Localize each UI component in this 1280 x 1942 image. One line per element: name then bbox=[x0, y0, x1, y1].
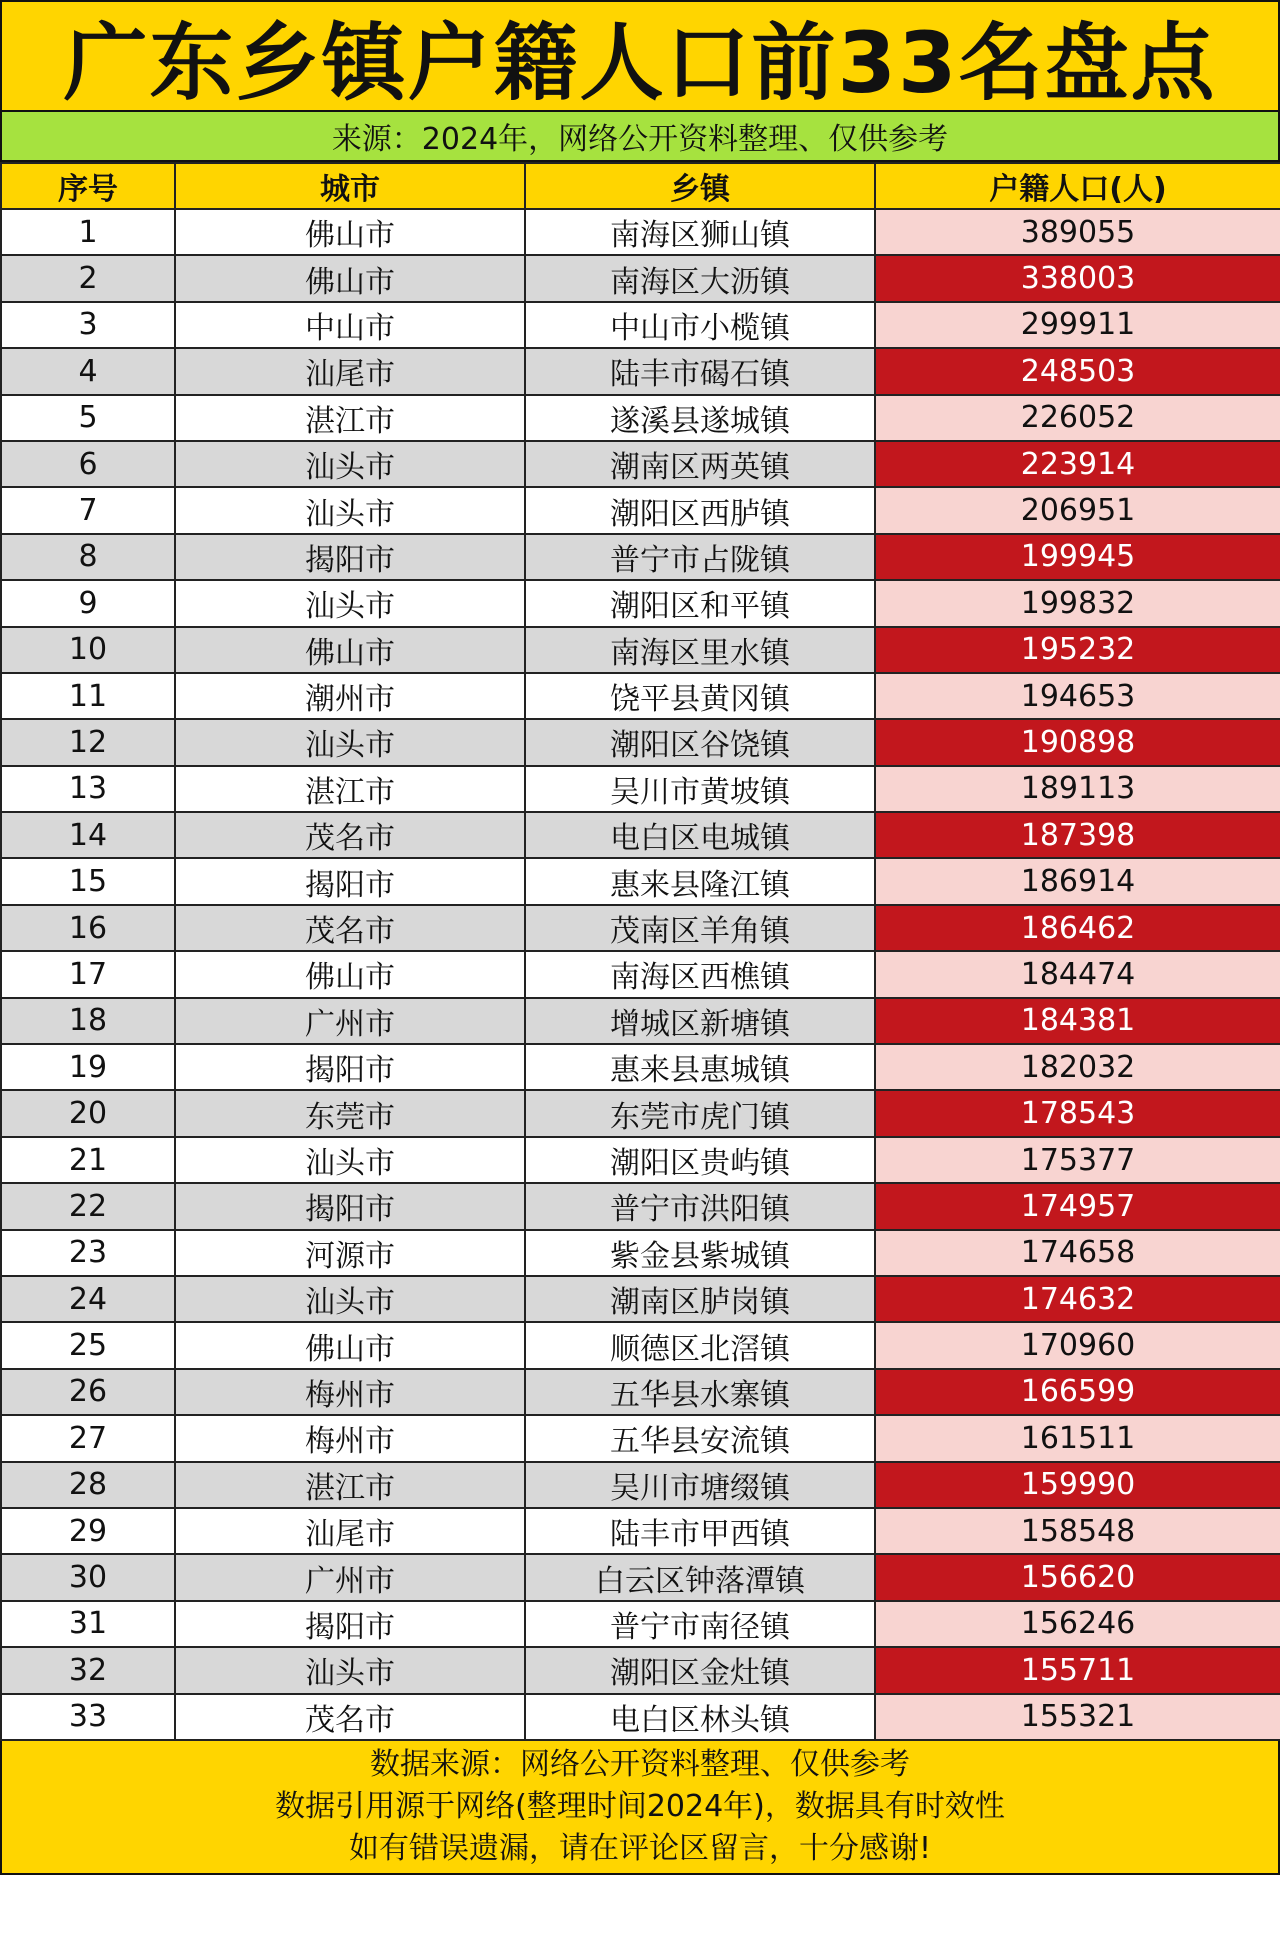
table-row bbox=[1, 812, 1280, 858]
population-cell: 186914 bbox=[875, 858, 1280, 904]
population-cell: 199832 bbox=[875, 580, 1280, 626]
population-cell: 338003 bbox=[875, 255, 1280, 301]
city-cell: 湛江市 bbox=[175, 1462, 525, 1508]
population-cell: 161511 bbox=[875, 1415, 1280, 1461]
town-cell: 电白区电城镇 bbox=[525, 812, 875, 858]
town-cell: 吴川市塘缀镇 bbox=[525, 1462, 875, 1508]
footer-line: 如有错误遗漏，请在评论区留言，十分感谢! bbox=[348, 1830, 932, 1866]
population-cell: 182032 bbox=[875, 1044, 1280, 1090]
table-row bbox=[1, 534, 1280, 580]
rank-cell: 33 bbox=[1, 1694, 175, 1740]
town-cell: 遂溪县遂城镇 bbox=[525, 395, 875, 441]
city-cell: 广州市 bbox=[175, 1554, 525, 1600]
rank-cell: 8 bbox=[1, 534, 175, 580]
population-cell: 184474 bbox=[875, 951, 1280, 997]
rank-cell: 6 bbox=[1, 441, 175, 487]
rank-cell: 5 bbox=[1, 395, 175, 441]
rank-cell: 13 bbox=[1, 766, 175, 812]
population-cell: 187398 bbox=[875, 812, 1280, 858]
table-row bbox=[1, 673, 1280, 719]
town-cell: 南海区西樵镇 bbox=[525, 951, 875, 997]
table-row bbox=[1, 905, 1280, 951]
city-cell: 揭阳市 bbox=[175, 1601, 525, 1647]
population-cell: 186462 bbox=[875, 905, 1280, 951]
source-subtitle: 来源：2024年，网络公开资料整理、仅供参考 bbox=[0, 112, 1280, 162]
population-cell: 174658 bbox=[875, 1230, 1280, 1276]
rank-cell: 27 bbox=[1, 1415, 175, 1461]
population-cell: 299911 bbox=[875, 302, 1280, 348]
rank-cell: 21 bbox=[1, 1137, 175, 1183]
header-town: 乡镇 bbox=[525, 163, 875, 209]
header-population: 户籍人口(人) bbox=[875, 163, 1280, 209]
town-cell: 茂南区羊角镇 bbox=[525, 905, 875, 951]
rank-cell: 29 bbox=[1, 1508, 175, 1554]
population-cell: 174957 bbox=[875, 1183, 1280, 1229]
rank-cell: 7 bbox=[1, 487, 175, 533]
rank-cell: 23 bbox=[1, 1230, 175, 1276]
population-cell: 195232 bbox=[875, 627, 1280, 673]
city-cell: 湛江市 bbox=[175, 766, 525, 812]
city-cell: 汕头市 bbox=[175, 719, 525, 765]
population-cell: 178543 bbox=[875, 1090, 1280, 1136]
page-title: 广东乡镇户籍人口前33名盘点 bbox=[0, 0, 1280, 112]
rank-cell: 9 bbox=[1, 580, 175, 626]
table-row bbox=[1, 951, 1280, 997]
rank-cell: 20 bbox=[1, 1090, 175, 1136]
table-row bbox=[1, 1090, 1280, 1136]
population-cell: 226052 bbox=[875, 395, 1280, 441]
population-cell: 248503 bbox=[875, 348, 1280, 394]
table-row bbox=[1, 302, 1280, 348]
population-cell: 199945 bbox=[875, 534, 1280, 580]
city-cell: 汕头市 bbox=[175, 1276, 525, 1322]
town-cell: 普宁市占陇镇 bbox=[525, 534, 875, 580]
city-cell: 揭阳市 bbox=[175, 1183, 525, 1229]
town-cell: 潮阳区西胪镇 bbox=[525, 487, 875, 533]
population-cell: 174632 bbox=[875, 1276, 1280, 1322]
population-cell: 194653 bbox=[875, 673, 1280, 719]
city-cell: 佛山市 bbox=[175, 1322, 525, 1368]
town-cell: 潮阳区和平镇 bbox=[525, 580, 875, 626]
table-row bbox=[1, 1694, 1280, 1740]
city-cell: 梅州市 bbox=[175, 1415, 525, 1461]
population-cell: 223914 bbox=[875, 441, 1280, 487]
city-cell: 佛山市 bbox=[175, 627, 525, 673]
city-cell: 揭阳市 bbox=[175, 1044, 525, 1090]
city-cell: 东莞市 bbox=[175, 1090, 525, 1136]
town-cell: 东莞市虎门镇 bbox=[525, 1090, 875, 1136]
table-row bbox=[1, 719, 1280, 765]
table-row bbox=[1, 395, 1280, 441]
city-cell: 河源市 bbox=[175, 1230, 525, 1276]
table-row bbox=[1, 1044, 1280, 1090]
table-row bbox=[1, 487, 1280, 533]
rank-cell: 16 bbox=[1, 905, 175, 951]
town-cell: 电白区林头镇 bbox=[525, 1694, 875, 1740]
table-row bbox=[1, 766, 1280, 812]
table-row bbox=[1, 255, 1280, 301]
table-row bbox=[1, 1137, 1280, 1183]
footer-line: 数据引用源于网络(整理时间2024年)，数据具有时效性 bbox=[275, 1788, 1005, 1824]
rank-cell: 4 bbox=[1, 348, 175, 394]
town-cell: 潮阳区贵屿镇 bbox=[525, 1137, 875, 1183]
town-cell: 普宁市洪阳镇 bbox=[525, 1183, 875, 1229]
rank-cell: 12 bbox=[1, 719, 175, 765]
table-row bbox=[1, 580, 1280, 626]
table-row bbox=[1, 348, 1280, 394]
table-row bbox=[1, 1183, 1280, 1229]
town-cell: 中山市小榄镇 bbox=[525, 302, 875, 348]
rank-cell: 22 bbox=[1, 1183, 175, 1229]
table-row bbox=[1, 1369, 1280, 1415]
town-cell: 陆丰市甲西镇 bbox=[525, 1508, 875, 1554]
town-cell: 陆丰市碣石镇 bbox=[525, 348, 875, 394]
population-cell: 190898 bbox=[875, 719, 1280, 765]
city-cell: 佛山市 bbox=[175, 255, 525, 301]
city-cell: 梅州市 bbox=[175, 1369, 525, 1415]
header-city: 城市 bbox=[175, 163, 525, 209]
city-cell: 佛山市 bbox=[175, 209, 525, 255]
city-cell: 揭阳市 bbox=[175, 858, 525, 904]
footer-notes bbox=[0, 1741, 1280, 1875]
city-cell: 潮州市 bbox=[175, 673, 525, 719]
rank-cell: 2 bbox=[1, 255, 175, 301]
city-cell: 汕头市 bbox=[175, 580, 525, 626]
town-cell: 紫金县紫城镇 bbox=[525, 1230, 875, 1276]
city-cell: 汕头市 bbox=[175, 441, 525, 487]
rank-cell: 18 bbox=[1, 998, 175, 1044]
rank-cell: 25 bbox=[1, 1322, 175, 1368]
table-row bbox=[1, 1554, 1280, 1600]
population-cell: 155711 bbox=[875, 1647, 1280, 1693]
population-cell: 158548 bbox=[875, 1508, 1280, 1554]
city-cell: 汕头市 bbox=[175, 1647, 525, 1693]
population-cell: 170960 bbox=[875, 1322, 1280, 1368]
population-cell: 389055 bbox=[875, 209, 1280, 255]
city-cell: 佛山市 bbox=[175, 951, 525, 997]
population-cell: 156246 bbox=[875, 1601, 1280, 1647]
rank-cell: 24 bbox=[1, 1276, 175, 1322]
table-row bbox=[1, 1276, 1280, 1322]
population-cell: 155321 bbox=[875, 1694, 1280, 1740]
town-cell: 五华县安流镇 bbox=[525, 1415, 875, 1461]
town-cell: 普宁市南径镇 bbox=[525, 1601, 875, 1647]
city-cell: 汕尾市 bbox=[175, 1508, 525, 1554]
town-cell: 潮阳区谷饶镇 bbox=[525, 719, 875, 765]
city-cell: 湛江市 bbox=[175, 395, 525, 441]
town-cell: 饶平县黄冈镇 bbox=[525, 673, 875, 719]
table-row bbox=[1, 441, 1280, 487]
town-cell: 惠来县惠城镇 bbox=[525, 1044, 875, 1090]
table-row bbox=[1, 1508, 1280, 1554]
population-cell: 189113 bbox=[875, 766, 1280, 812]
rank-cell: 3 bbox=[1, 302, 175, 348]
town-cell: 五华县水寨镇 bbox=[525, 1369, 875, 1415]
table-row bbox=[1, 209, 1280, 255]
town-cell: 白云区钟落潭镇 bbox=[525, 1554, 875, 1600]
town-cell: 潮南区胪岗镇 bbox=[525, 1276, 875, 1322]
population-cell: 166599 bbox=[875, 1369, 1280, 1415]
table-row bbox=[1, 1230, 1280, 1276]
header-rank: 序号 bbox=[1, 163, 175, 209]
city-cell: 茂名市 bbox=[175, 905, 525, 951]
city-cell: 揭阳市 bbox=[175, 534, 525, 580]
city-cell: 广州市 bbox=[175, 998, 525, 1044]
town-cell: 南海区里水镇 bbox=[525, 627, 875, 673]
city-cell: 汕尾市 bbox=[175, 348, 525, 394]
table-row bbox=[1, 1647, 1280, 1693]
town-cell: 顺德区北滘镇 bbox=[525, 1322, 875, 1368]
table-header-row bbox=[1, 163, 1280, 209]
city-cell: 汕头市 bbox=[175, 487, 525, 533]
town-cell: 惠来县隆江镇 bbox=[525, 858, 875, 904]
footer-line: 数据来源：网络公开资料整理、仅供参考 bbox=[370, 1746, 910, 1782]
town-cell: 吴川市黄坡镇 bbox=[525, 766, 875, 812]
table-row bbox=[1, 627, 1280, 673]
population-cell: 206951 bbox=[875, 487, 1280, 533]
population-cell: 184381 bbox=[875, 998, 1280, 1044]
table-row bbox=[1, 1601, 1280, 1647]
rank-cell: 14 bbox=[1, 812, 175, 858]
rank-cell: 30 bbox=[1, 1554, 175, 1600]
city-cell: 中山市 bbox=[175, 302, 525, 348]
rank-cell: 11 bbox=[1, 673, 175, 719]
town-cell: 潮阳区金灶镇 bbox=[525, 1647, 875, 1693]
rank-cell: 17 bbox=[1, 951, 175, 997]
rank-cell: 10 bbox=[1, 627, 175, 673]
city-cell: 茂名市 bbox=[175, 812, 525, 858]
rank-cell: 19 bbox=[1, 1044, 175, 1090]
population-table bbox=[0, 162, 1280, 1741]
rank-cell: 31 bbox=[1, 1601, 175, 1647]
rank-cell: 28 bbox=[1, 1462, 175, 1508]
city-cell: 汕头市 bbox=[175, 1137, 525, 1183]
town-cell: 增城区新塘镇 bbox=[525, 998, 875, 1044]
table-row bbox=[1, 998, 1280, 1044]
rank-cell: 26 bbox=[1, 1369, 175, 1415]
rank-cell: 15 bbox=[1, 858, 175, 904]
table-row bbox=[1, 858, 1280, 904]
population-cell: 156620 bbox=[875, 1554, 1280, 1600]
table-row bbox=[1, 1415, 1280, 1461]
table-body bbox=[1, 209, 1280, 1740]
town-cell: 潮南区两英镇 bbox=[525, 441, 875, 487]
city-cell: 茂名市 bbox=[175, 1694, 525, 1740]
table-row bbox=[1, 1462, 1280, 1508]
table-row bbox=[1, 1322, 1280, 1368]
rank-cell: 32 bbox=[1, 1647, 175, 1693]
town-cell: 南海区大沥镇 bbox=[525, 255, 875, 301]
town-cell: 南海区狮山镇 bbox=[525, 209, 875, 255]
rank-cell: 1 bbox=[1, 209, 175, 255]
population-cell: 175377 bbox=[875, 1137, 1280, 1183]
population-cell: 159990 bbox=[875, 1462, 1280, 1508]
